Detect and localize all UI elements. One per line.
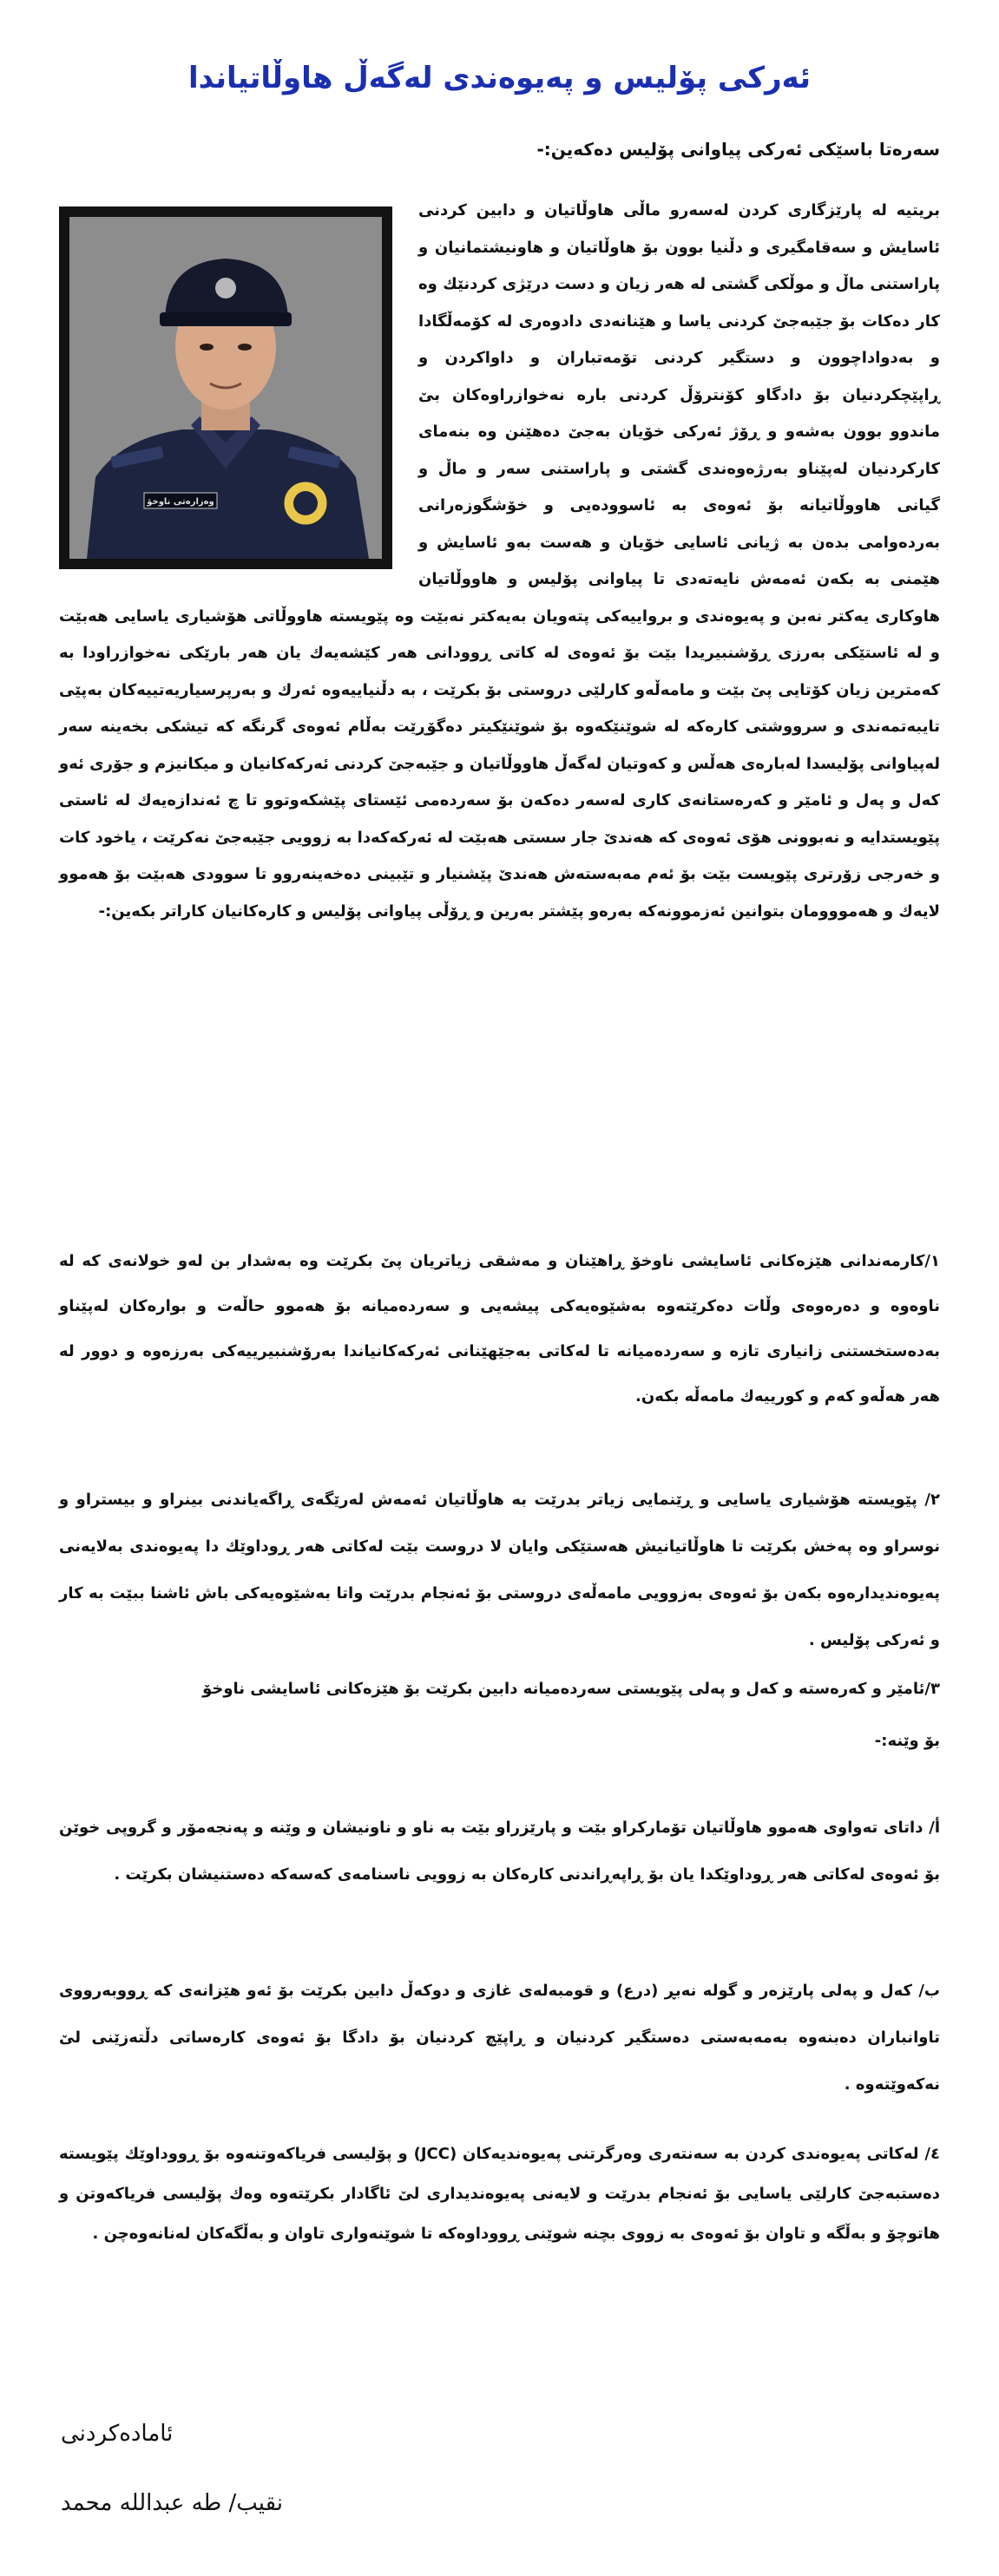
officer-photo [69,217,382,559]
point-3-lead: بۆ وێنە:- [874,1732,940,1750]
point-3-b: ب/ کەل و پەلی پارێزەر و گولە نەبڕ (درع) و قومبەلەی غازی و دوکەڵ دابین بکرێت بۆ ئەو هێزانەی کە ڕووبەرووی تاوانباران دەبنەوە بەمەبەستی دەستگیر کردنیان و ڕاپێچ کردنیان بۆ دادگا بۆ ئەوەی کارەساتی دڵتەزێنی لێ نەکەوێتەوە . [59,1982,940,2094]
main-paragraph-block [59,193,940,930]
page-title: ئەرکی پۆلیس و پەیوەندی لەگەڵ هاوڵاتیاندا [187,61,812,95]
intro-line: سەرەتا باسێکی ئەرکی پیاوانی پۆلیس دەکەین:- [536,139,940,160]
point-1: ١/کارمەندانی هێزەکانی ئاسایشی ناوخۆ ڕاهێنان و مەشقی زیاتریان پێ بکرێت وە بەشدار بن لەو خولانەی کە لە ناوەوە و دەرەوەی وڵات دەکرێتەوە بەشێوەیەکی پیشەیی و سەردەمیانە بۆ هەموو حاڵەت و بوارەکان لەپێناو بەدەستخستنی زانیاری تازە و سەردەمیانە تا لەکاتی بەجێهێنانی ئەرکەکانیاندا بەرۆشنبیرییەکی بەرزەوە و دوور لە هەر هەڵەو کەم و کورییەك مامەڵە بکەن. [59,1252,940,1406]
officer-portrait-image [69,217,382,559]
signature-name: نقیب/ طه عبدالله محمد [61,2490,284,2516]
point-2: ٢/ پێویستە هۆشیاری یاسایی و ڕێنمایی زیاتر بدرێت بە هاوڵاتیان ئەمەش لەرێگەی ڕاگەیاندنی بینراو و بیستراو و نوسراو وە پەخش بکرێت تا هاوڵاتیانیش هەستێکی وایان لا دروست بێت لەکاتی هەر ڕوداوێك دا پەیوەندی بەلایەنی پەیوەندیدارەوە بکەن بۆ ئەوەی بەزوویی مامەڵەی دروستی بۆ ئەنجام بدرێت واتا بەشێوەیەکی باش ئاشنا ببێت بە کار و ئەرکی پۆلیس . [59,1491,940,1649]
point-3-a: أ/ داتای تەواوی هەموو هاوڵاتیان تۆمارکراو بێت و پارێزراو بێت بە ناو و ناونیشان و وێنە و پەنجەمۆر و گروپی خوێن بۆ ئەوەی لەکاتی هەر ڕوداوێکدا یان بۆ ڕاپەڕاندنی کارەکان بە زوویی ناسنامەی کەسەکە دەستنیشان بکرێت . [59,1819,940,1884]
signature-label: ئامادەکردنی [61,2421,174,2447]
main-paragraph-text: بریتیە لە پارێزگاری کردن لەسەرو ماڵی هاوڵاتیان و دابین کردنی ئاسایش و سەقامگیری و دڵنیا بوون بۆ هاوڵاتیان و هاونیشتمانیان و پاراستنی ماڵ و موڵکی گشتی لە هەر زیان و دست درێژی کردنێك وە کار دەکات بۆ جێبەجێ کردنی یاسا و هێنانەدی دادوەری لە کۆمەڵگادا و بەدواداچوون و دستگیر کردنی تۆمەتباران و داواکردن و ڕاپێچکردنیان بۆ دادگاو کۆنترۆڵ کردنی بارە نەخوازراوەکان بێ ماندوو بوون بەشەو و ڕۆژ ئەرکی خۆیان بەجێ دەهێنن وە بنەمای کارکردنیان لەپێناو بەرژەوەندی گشتی و پاراستنی سەر و ماڵ و گیانی هاووڵاتیانە بۆ ئەوەی بە ئاسوودەیی و خۆشگوزەرانی بەردەوامی بدەن بە ژیانی ئاسایی خۆیان و هەست بەو ئاسایش و هێمنی بە بکەن ئەمەش نایەتەدی تا پیاوانی پۆلیس و هاووڵاتیان هاوکاری یەکتر نەبن و پەیوەندی و برواییەکی پتەویان بەیەکتر نەبێت وە پێویستە هاووڵاتی هۆشیاری یاسایی هەبێت و لە ئاستێکی بەرزی ڕۆشنبیریدا بێت بۆ ئەوەی لە کاتی ڕوودانی هەر کێشەیەك یان هەر بارێکی نەخوازراودا بە کەمترین زیان کۆتایی پێ بێت و مامەڵەو کارلێی دروستی بۆ بکرێت ، بە دڵنیاییەوە ئەرك و بەرپرسیاریەتییەکان بەپێی تایبەتمەندی و سرووشتی کارەکە لە شوێنێکەوە بۆ شوێنێکیتر دەگۆڕێت بەڵام ئەوەی گرنگە کە تیشکی بخەینە سەر لەپیاوانی پۆلیسدا لەبارەی هەڵس و کەوتیان لەگەڵ هاووڵاتیان و جێبەجێ کردنی ئەرکەکانیان و میکانیزم و جۆری ئەو کەل و پەل و ئامێر و کەرەستانەی کاری لەسەر دەکەن بۆ سەردەمی ئێستای پێشکەوتوو تا چ ئەندازەیەك لە ئاستی پێویستدایە و نەبوونی هۆی ئەوەی کە هەندێ جار سستی هەبێت لە ئەرکەکەدا بە زوویی جێبەجێ نەکرێت ، یاخود کات و خەرجی زۆرتری پێویست بێت بۆ ئەم مەبەستەش هەندێ پێشنیار و تێبینی دەخەینەروو تا سوودی هەبێت بۆ هەموو لایەك و هەمووومان بتوانین ئەزموونەکە بەرەو پێشتر بەرین و ڕۆڵی پیاوانی پۆلیس و کارەکانیان کاراتر بکەین:- [59,201,940,921]
badge-text: وەزارەتی ناوخۆ [147,497,214,507]
point-3: ٣/ئامێر و کەرەستە و کەل و پەلی پێویستی سەردەمیانە دابین بکرێت بۆ هێزەکانی ئاسایشی ناوخۆ [202,1680,940,1698]
officer-photo-frame [59,206,392,569]
point-4: ٤/ لەکاتی پەیوەندی کردن بە سەنتەری وەرگرتنی پەیوەندیەکان (JCC) و پۆلیسی فریاکەوتنەوە بۆ ڕووداوێك پێویستە دەستبەجێ کارلێی یاسایی بۆ ئەنجام بدرێت و لایەنی پەیوەندیداری لێ ئاگادار بکرێتەوە وەك پۆلیسی فریاکەوتن و هاتوچۆ و بەڵگە و تاوان بۆ ئەوەی بە زووی بچنە شوێنی ڕووداوەکە تا شوێنەواری تاوان و بەڵگەکان لەنانەوەچن . [59,2145,940,2243]
